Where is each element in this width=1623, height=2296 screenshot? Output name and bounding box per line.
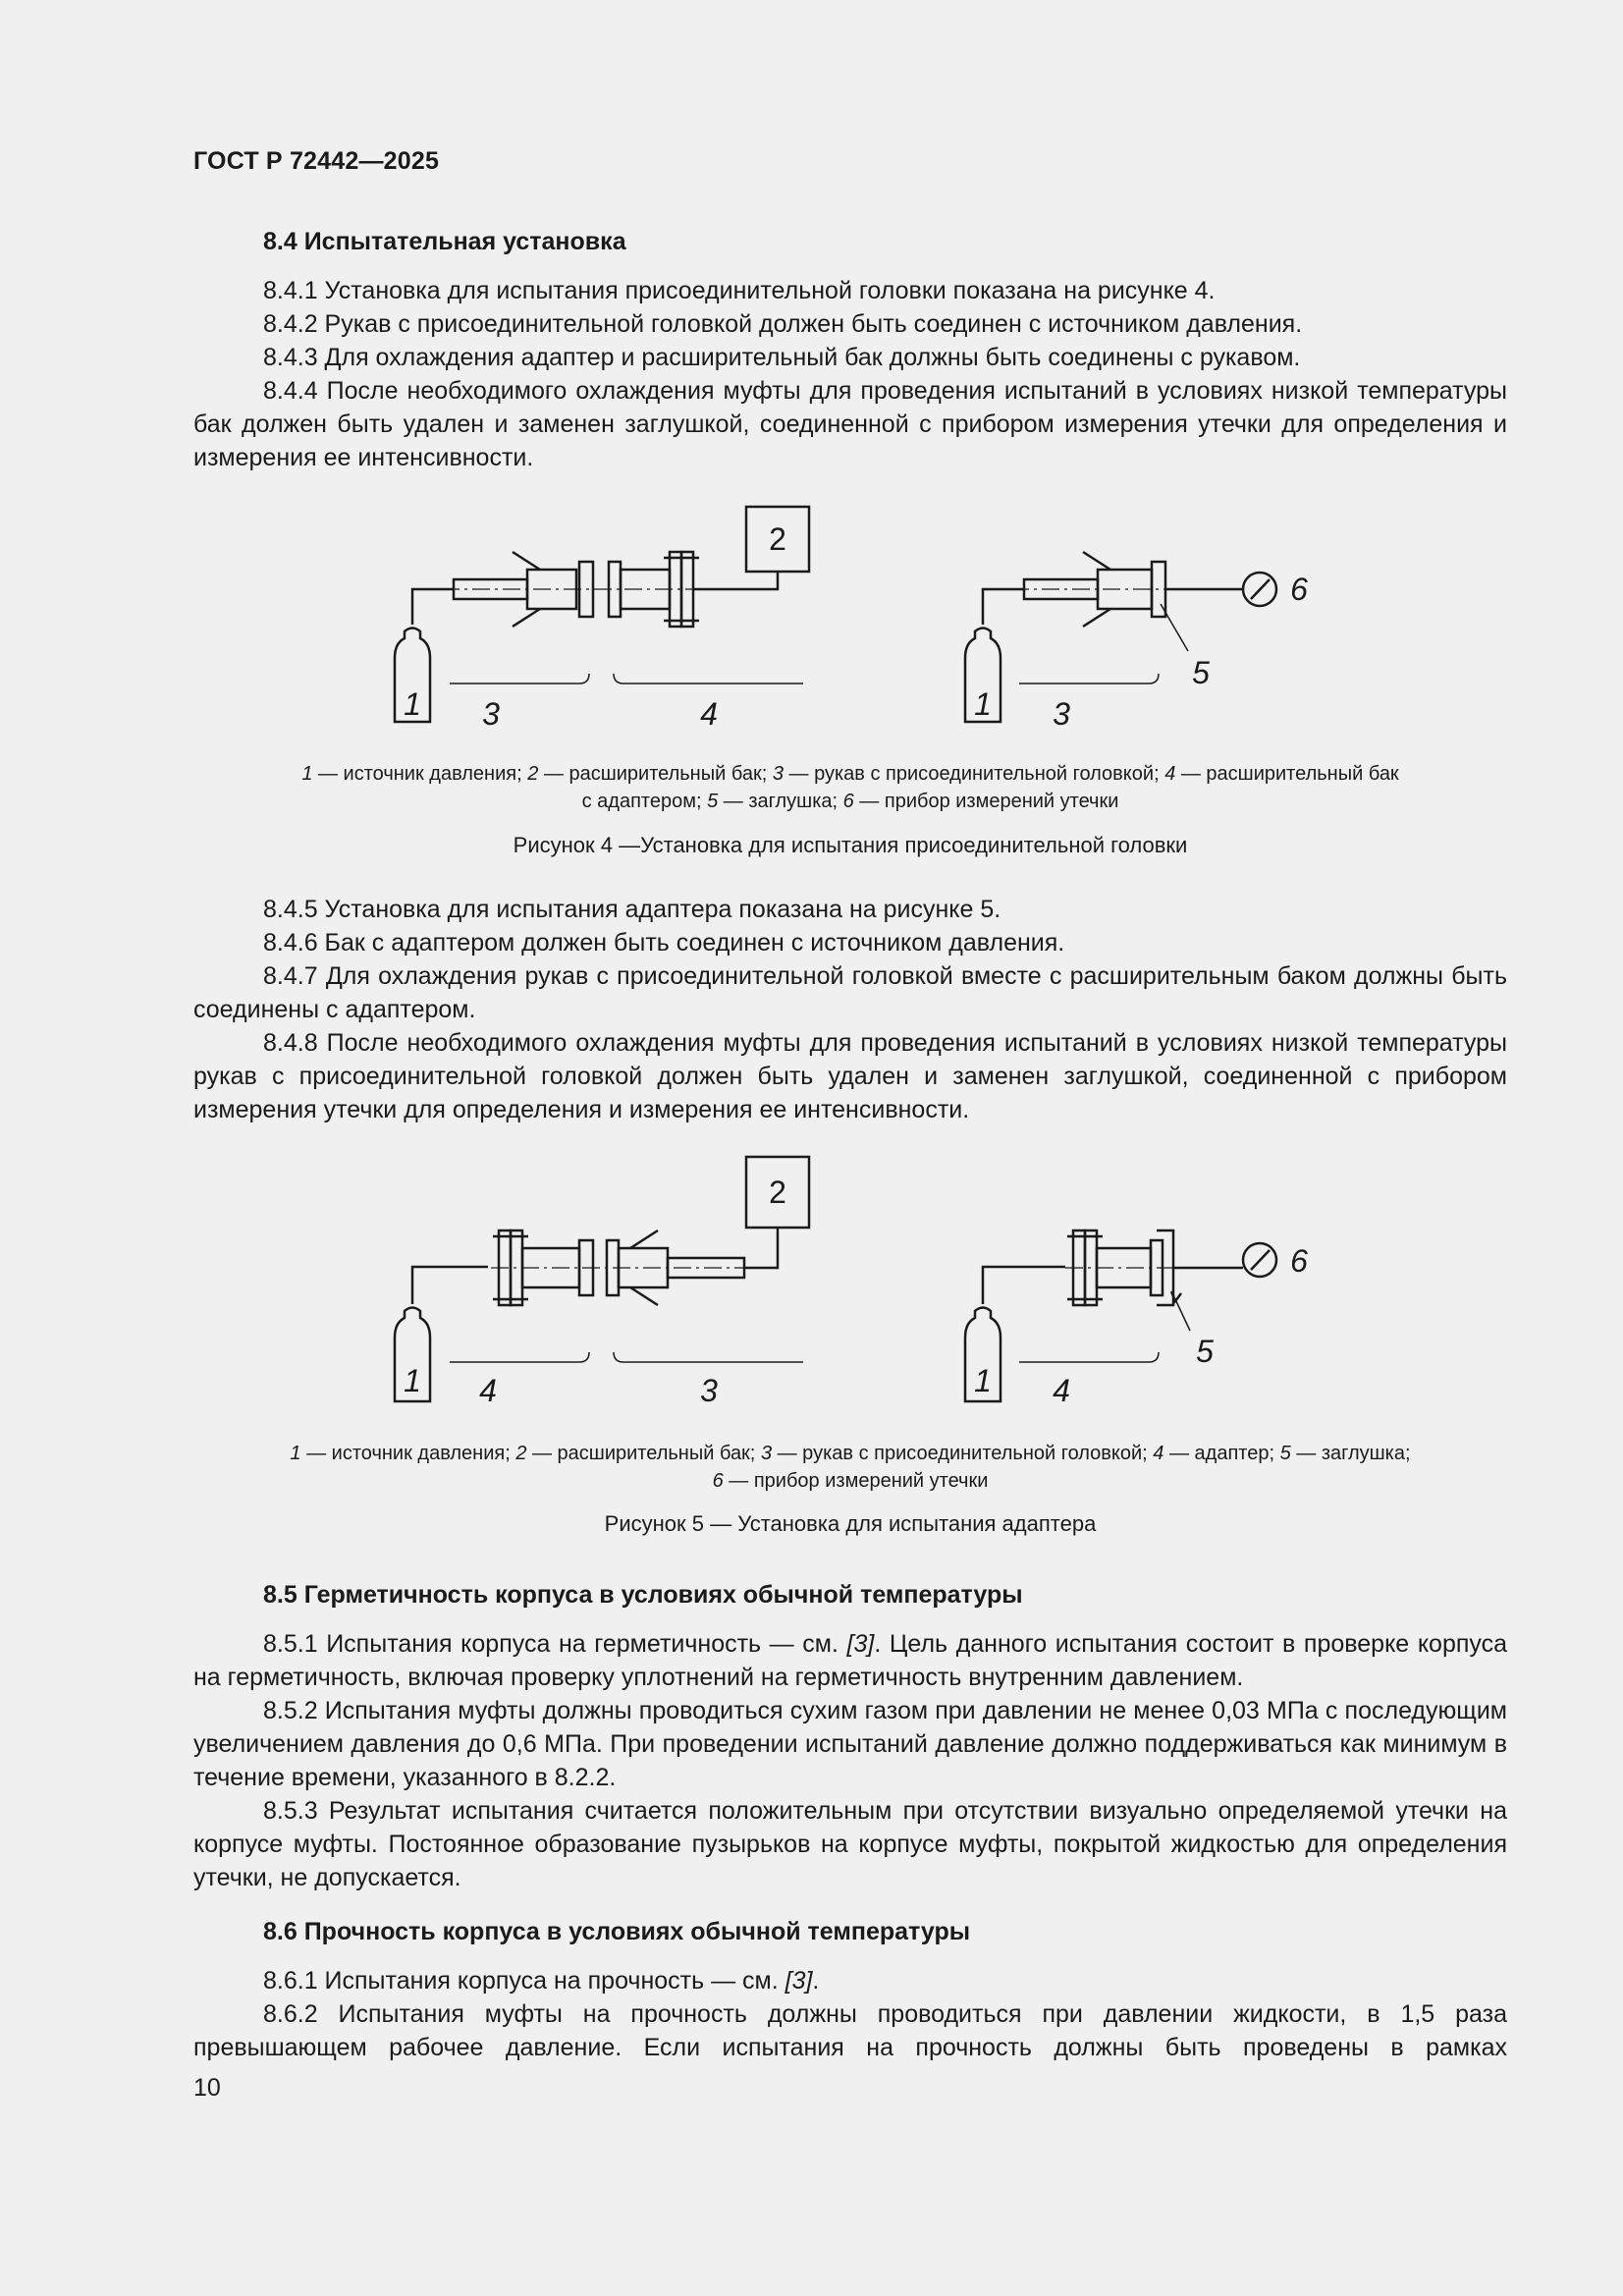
brace-4 (614, 674, 803, 683)
figure-4-diagram (0, 491, 1623, 737)
label-6: 6 (1290, 572, 1308, 607)
section-heading-8-6: 8.6 Прочность корпуса в условиях обычной температуры (263, 1918, 971, 1945)
leader-5 (1161, 604, 1188, 651)
paragraph-8-5-2: 8.5.2 Испытания муфты должны проводиться сухим газом при давлении не менее 0,03 МПа с последующим увеличением давления до 0,6 МПа. При проведении испытаний давление должно поддерживаться как минимум в течение времени, указанного в 8.2.2. (193, 1697, 1507, 1791)
label-4: 4 (479, 1373, 497, 1408)
label-3: 3 (700, 1373, 718, 1408)
label-5: 5 (1196, 1334, 1214, 1369)
label-6: 6 (1290, 1243, 1308, 1279)
supply-line-right (983, 589, 1024, 625)
label-2: 2 (769, 521, 786, 557)
tank-connection-line (693, 572, 778, 589)
label-1: 1 (404, 686, 421, 722)
paragraph-8-4-4: 8.4.4 После необходимого охлаждения муфты для проведения испытаний в условиях низкой температуры бак должен быть удален и заменен заглушкой, соединенной с прибором измерения утечки для определения и измерения ее интенсивности. (193, 377, 1507, 471)
paragraph-8-5-3: 8.5.3 Результат испытания считается положительным при отсутствии визуально определяемой утечки на корпусе муфты. Постоянное образование пузырьков на корпусе муфты, покрытой жидкостью для определения утечки, не допускается. (193, 1797, 1507, 1891)
supply-line-right (983, 1267, 1065, 1304)
paragraph-8-5-1: 8.5.1 Испытания корпуса на герметичность — см. [3]. Цель данного испытания состоит в проверке корпуса на герметичность, включая проверку уплотнений на герметичность внутренним давлением. (193, 1630, 1508, 1691)
label-4: 4 (700, 696, 718, 732)
figure-4-caption: Рисунок 4 —Установка для испытания присоединительной головки (513, 833, 1188, 857)
figure-5-caption: Рисунок 5 — Установка для испытания адаптера (604, 1511, 1097, 1536)
paragraph-8-4-2: 8.4.2 Рукав с присоединительной головкой должен быть соединен с источником давления. (263, 310, 1303, 338)
label-4-right: 4 (1053, 1373, 1070, 1408)
brace-4-right (1019, 1352, 1159, 1362)
brace-3-right (1019, 674, 1159, 683)
leak-gauge-icon (1243, 1243, 1276, 1277)
label-1: 1 (404, 1363, 421, 1398)
figure-4-legend: 1 — источник давления; 2 — расширительный бак; 3 — рукав с присоединительной головкой; 4 — расширительный бак с адаптером; 5 — заглушка; 6 — прибор измерений утечки (301, 763, 1399, 812)
paragraph-8-4-1: 8.4.1 Установка для испытания присоединительной головки показана на рисунке 4. (263, 277, 1216, 304)
paragraph-8-4-8: 8.4.8 После необходимого охлаждения муфты для проведения испытаний в условиях низкой температуры рукав с присоединительной головкой должен быть удален и заменен заглушкой, соединенной с прибором измерения утечки для определения и измерения ее интенсивности. (193, 1029, 1507, 1123)
label-1-right: 1 (974, 686, 992, 722)
section-heading-8-5: 8.5 Герметичность корпуса в условиях обычной температуры (263, 1581, 1023, 1609)
brace-3 (614, 1352, 803, 1362)
label-2: 2 (769, 1175, 786, 1210)
brace-3 (450, 674, 589, 683)
hose-with-plug (1011, 552, 1168, 627)
supply-line (412, 1267, 488, 1304)
tank-with-adapter (491, 1230, 746, 1305)
figure-5-legend: 1 — источник давления; 2 — расширительный бак; 3 — рукав с присоединительной головкой; 4 — адаптер; 5 — заглушка; 6 — прибор измерений утечки (290, 1443, 1411, 1492)
section-heading-8-4: 8.4 Испытательная установка (263, 228, 626, 255)
tank-connection-line (744, 1228, 778, 1268)
label-3: 3 (482, 696, 500, 732)
paragraph-8-4-6: 8.4.6 Бак с адаптером должен быть соединен с источником давления. (263, 929, 1065, 957)
paragraph-8-4-5: 8.4.5 Установка для испытания адаптера показана на рисунке 5. (263, 896, 1001, 923)
adapter-with-plug (1065, 1230, 1176, 1305)
label-3-right: 3 (1053, 696, 1070, 732)
paragraph-8-4-3: 8.4.3 Для охлаждения адаптер и расширительный бак должны быть соединены с рукавом. (263, 344, 1301, 371)
supply-line (412, 589, 454, 625)
paragraph-8-4-7: 8.4.7 Для охлаждения рукав с присоединительной головкой вместе с расширительным баком должны быть соединены с адаптером. (193, 962, 1507, 1023)
label-1-right: 1 (974, 1363, 992, 1398)
document-id-header: ГОСТ Р 72442—2025 (193, 147, 440, 175)
brace-4 (450, 1352, 589, 1362)
hose-with-coupling-head (442, 552, 707, 627)
figure-5-diagram (0, 1144, 1623, 1409)
page-number: 10 (193, 2074, 221, 2102)
leader-5 (1175, 1299, 1190, 1331)
leak-gauge-icon (1243, 573, 1276, 606)
label-5: 5 (1192, 655, 1210, 690)
paragraph-8-6-1: 8.6.1 Испытания корпуса на прочность — см. [3]. (263, 1967, 820, 1995)
paragraph-8-6-2: 8.6.2 Испытания муфты на прочность должны проводиться при давлении жидкости, в 1,5 раза превышающем рабочее давление. Если испытания на прочность должны быть проведены в рамках (193, 2000, 1507, 2061)
